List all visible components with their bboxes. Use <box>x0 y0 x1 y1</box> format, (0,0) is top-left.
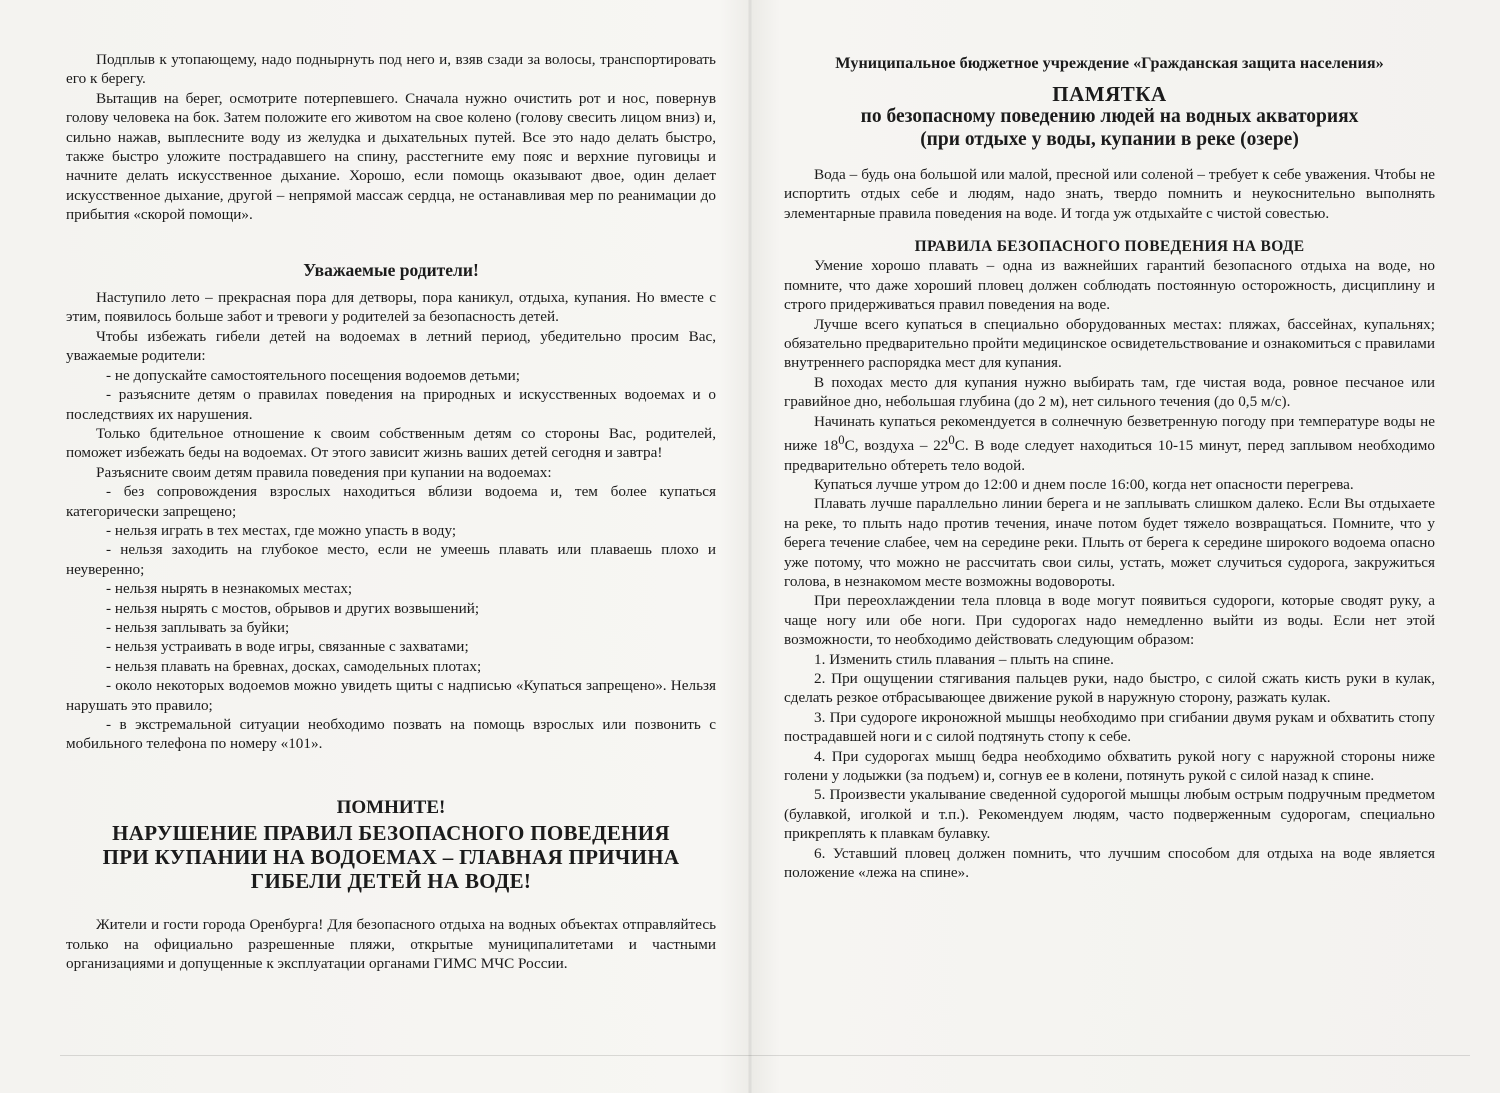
rule-list-item: - нельзя устраивать в воде игры, связанные с захватами; <box>106 638 469 656</box>
right-column <box>784 50 1435 883</box>
rules-paragraph-7: При переохлаждении тела пловца в воде могут появиться судороги, которые сводят руку, а чаще ногу или обе ноги. При судорогах надо немедленно выйти из воды. Если нет этой возможности, то необходимо действовать следующим образом: <box>784 592 1435 649</box>
degree-mark: 0 <box>948 433 955 448</box>
scan-edge-line <box>60 1055 1470 1056</box>
warning-block <box>66 821 716 893</box>
warning-line: ГИБЕЛИ ДЕТЕЙ НА ВОДЕ! <box>250 869 532 894</box>
rules-paragraph-6: Плавать лучше параллельно линии берега и не заплывать слишком далеко. Если Вы отдыхаете на реке, то плыть надо против течения, иначе потом будет тяжело возвращаться. Помните, что у берега течение слабее, чем на середине реки. Плыть от берега к середине широкого водоема опасно уже потому, что можно не рассчитать свои силы, устать, может случиться судорога, закружиться голова, в незнакомом месте возможны водовороты. <box>784 495 1435 590</box>
parents-heading: Уважаемые родители! <box>303 259 479 280</box>
left-column <box>66 50 716 973</box>
parents-list-item: - разъясните детям о правилах поведения на природных и искусственных водоемах и о последствиях их нарушения. <box>66 386 716 423</box>
temp-text: Начинать купаться рекомендуется в солнечную безветренную погоду при температуре воды не ниже 18 <box>784 412 1435 455</box>
rule-list-item: - в экстремальной ситуации необходимо позвать на помощь взрослых или позвонить с мобильного телефона по номеру «101». <box>66 716 716 753</box>
explain-intro: Разъясните своим детям правила поведения при купании на водоемах: <box>96 463 552 481</box>
rule-list-item: - нельзя заплывать за буйки; <box>106 618 290 636</box>
rule-list-item: - без сопровождения взрослых находиться вблизи водоема и, тем более купаться категорически запрещено; <box>66 483 716 520</box>
parents-paragraph-2: Чтобы избежать гибели детей на водоемах в летний период, убедительно просим Вас, уважаемые родители: <box>66 327 716 365</box>
page-fold <box>748 0 752 1093</box>
rule-list-item: - нельзя нырять с мостов, обрывов и других возвышений; <box>106 599 480 617</box>
cramp-step: 2. При ощущении стягивания пальцев руки, надо быстро, с силой сжать кисть руки в кулак, сделать резкое отбрасывающее движение рукой в наружную сторону, разжать кулак. <box>784 670 1435 707</box>
organization-name: Муниципальное бюджетное учреждение «Гражданская защита населения» <box>835 54 1384 72</box>
degree-mark: 0 <box>838 433 845 448</box>
rules-paragraph-1: Умение хорошо плавать – одна из важнейших гарантий безопасного отдыха на воде, но помните, что даже хороший пловец должен соблюдать постоянную осторожность, дисциплину и строго придерживаться правил поведения на воде. <box>784 257 1435 314</box>
rule-list-item: - нельзя играть в тех местах, где можно упасть в воду; <box>106 521 457 539</box>
remember-heading: ПОМНИТЕ! <box>336 796 446 818</box>
rule-list-item: - около некоторых водоемов можно увидеть щиты с надписью «Купаться запрещено». Нельзя нарушать это правило; <box>66 677 716 714</box>
rules-paragraph-5: Купаться лучше утром до 12:00 и днем после 16:00, когда нет опасности перегрева. <box>814 475 1354 493</box>
rules-paragraph-3: В походах место для купания нужно выбирать там, где чистая вода, ровное песчаное или гравийное дно, небольшая глубина (до 2 м), нет сильного течения (до 0,5 м/с). <box>784 373 1435 411</box>
rule-list-item: - нельзя нырять в незнакомых местах; <box>106 580 353 598</box>
warning-line: НАРУШЕНИЕ ПРАВИЛ БЕЗОПАСНОГО ПОВЕДЕНИЯ <box>112 821 670 846</box>
temp-text: С, воздуха – 22 <box>844 437 949 455</box>
rule-list-item: - нельзя плавать на бревнах, досках, самодельных плотах; <box>106 657 482 675</box>
rule-list-item: - нельзя заходить на глубокое место, если не умеешь плавать или плаваешь плохо и неуверенно; <box>66 541 716 578</box>
cramp-step: 6. Уставший пловец должен помнить, что лучшим способом для отдыха на воде является положение «лежа на спине». <box>784 844 1435 882</box>
memo-title: ПАМЯТКА <box>1052 82 1167 107</box>
cramp-step: 3. При судороге икроножной мышцы необходимо при сгибании двумя рукам и обхватить стопу пострадавшей ноги и с силой подтянуть стопу к себе. <box>784 708 1435 746</box>
spacer <box>784 151 1435 165</box>
memo-subtitle-1: по безопасному поведению людей на водных акваториях <box>860 105 1359 127</box>
parents-paragraph-1: Наступило лето – прекрасная пора для детворы, пора каникул, отдыха, купания. Но вместе с этим, появилось больше забот и тревоги у родителей за безопасность детей. <box>66 289 716 326</box>
parents-list-item: - не допускайте самостоятельного посещения водоемов детьми; <box>106 366 520 384</box>
cramp-step: 5. Произвести укалывание сведенной судорогой мышцы любым острым подручным предметом (булавкой, иголкой и т.п.). Рекомендуем людям, часто подверженным судорогам, специально прикреплять к плавкам булавку. <box>784 786 1435 843</box>
rescue-paragraph-2: Вытащив на берег, осмотрите потерпевшего. Сначала нужно очистить рот и нос, повернув голову человека на бок. Затем положите его животом на свое колено (голову свесить лицом вниз) и, сильно нажав, выплесните воду из желудка и дыхательных путей. Все это надо делать быстро, также быстро уложите пострадавшего на спину, расстегните ему пояс и верхние пуговицы и начните делать искусственное дыхание. Хорошо, если помощь оказывают двое, один делает искусственное дыхание, другой – непрямой массаж сердца, не останавливая мер по реанимации до прибытия «скорой помощи». <box>66 89 716 224</box>
rescue-paragraph-1: Подплыв к утопающему, надо поднырнуть под него и, взяв сзади за волосы, транспортировать его к берегу. <box>66 51 716 88</box>
rules-paragraph-2: Лучше всего купаться в специально оборудованных местах: пляжах, бассейнах, купальнях; обязательно предварительно пройти медицинское освидетельствование и ознакомиться с правилами внутреннего распорядка мест для купания. <box>784 315 1435 372</box>
intro-paragraph: Вода – будь она большой или малой, пресной или соленой – требует к себе уважения. Чтобы не испортить отдых себе и людям, надо знать, твердо помнить и неукоснительно выполнять элементарные правила поведения на воде. И тогда уж отдыхайте с чистой совестью. <box>784 165 1435 222</box>
parents-paragraph-3: Только бдительное отношение к своим собственным детям со стороны Вас, родителей, поможет избежать беды на водоемах. От этого зависит жизнь ваших детей сегодня и завтра! <box>66 424 716 462</box>
cramp-step: 4. При судорогах мышц бедра необходимо обхватить рукой ногу с наружной стороны ниже голени у лодыжки (за подъем) и, согнув ее в колени, потянуть рукой с силой назад к спине. <box>784 747 1435 785</box>
cramp-step: 1. Изменить стиль плавания – плыть на спине. <box>814 650 1114 668</box>
rules-heading: ПРАВИЛА БЕЗОПАСНОГО ПОВЕДЕНИЯ НА ВОДЕ <box>914 238 1305 256</box>
temp-text: С. В воде следует находиться 10-15 минут, перед заплывом необходимо предварительно обтереть тело водой. <box>784 437 1435 474</box>
memo-subtitle-2: (при отдыхе у воды, купании в реке (озере) <box>920 128 1299 150</box>
residents-paragraph: Жители и гости города Оренбурга! Для безопасного отдыха на водных объектах отправляйтесь только на официально разрешенные пляжи, открытые муниципалитетами и частными организациями и допущенные к эксплуатации органами ГИМС МЧС России. <box>66 916 716 973</box>
warning-line: ПРИ КУПАНИИ НА ВОДОЕМАХ – ГЛАВНАЯ ПРИЧИНА <box>102 845 680 870</box>
rules-paragraph-4 <box>784 412 1435 475</box>
